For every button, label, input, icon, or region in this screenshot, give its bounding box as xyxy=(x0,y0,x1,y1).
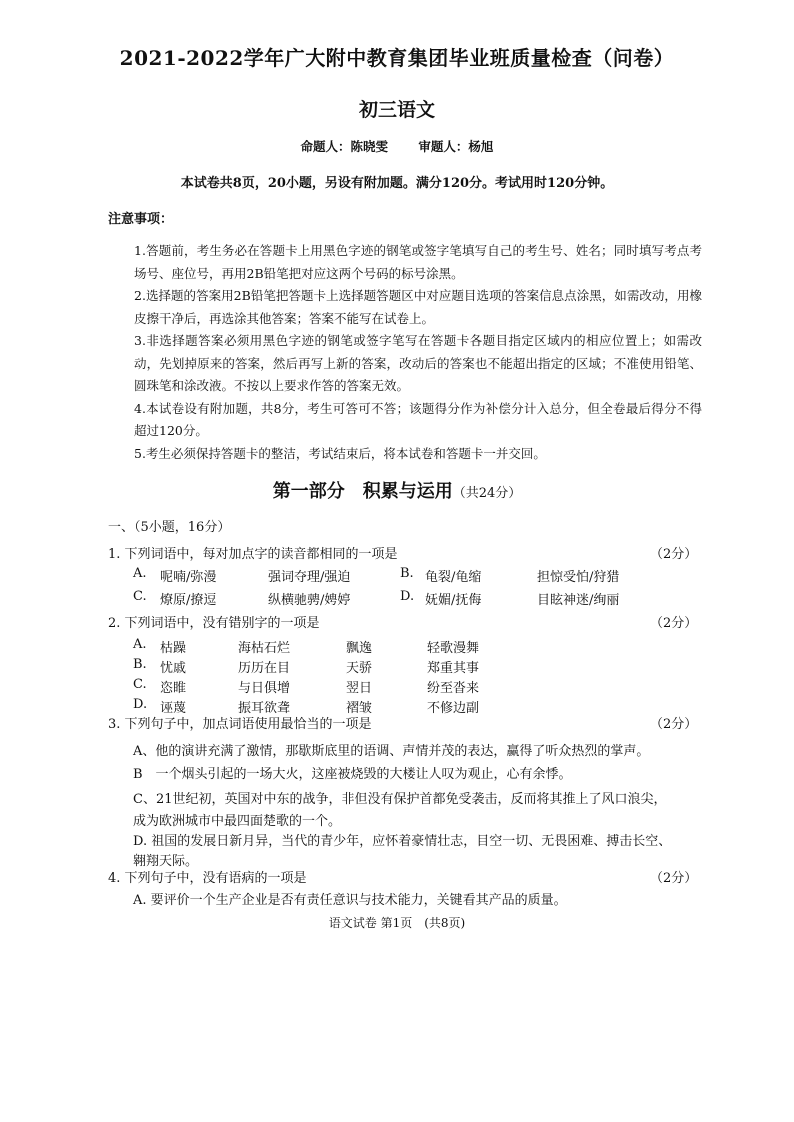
question-2-stem: 2. 下列词语中，没有错别字的一项是 xyxy=(108,616,320,631)
question-3-option-d: D. 祖国的发展日新月异，当代的青少年，应怀着豪情壮志，目空一切、无畏困难、搏击长空、 xyxy=(133,834,672,849)
question-3-stem: 3. 下列句子中，加点词语使用最恰当的一项是 xyxy=(108,717,372,732)
option-text: 轻歌漫舞 xyxy=(427,641,480,656)
subject-title: 初三语文 xyxy=(358,99,435,121)
question-3-option-a: A、他的演讲充满了激情，那歇斯底里的语调、声情并茂的表达，赢得了听众热烈的掌声。 xyxy=(133,744,650,759)
section-heading: 一、（5小题，16分） xyxy=(108,520,231,535)
option-text: 天骄 xyxy=(346,661,373,676)
question-3-option-c-cont: 成为欧洲城市中最四面楚歌的一个。 xyxy=(133,814,342,829)
option-text: 枯躁 xyxy=(160,641,187,656)
option-text: 强词夺理/强迫 xyxy=(268,570,351,585)
option-text: 龟裂/龟缩 xyxy=(425,570,482,585)
option-text: 历历在目 xyxy=(238,661,291,676)
option-text: 与日俱增 xyxy=(238,681,291,696)
option-text: 郑重其事 xyxy=(427,661,480,676)
question-3-option-d-cont: 翱翔天际。 xyxy=(133,854,199,869)
option-label: B. xyxy=(133,657,147,672)
option-text: 担惊受怕/狩猎 xyxy=(537,570,620,585)
notice-item: 2.选择题的答案用2B铅笔把答题卡上选择题答题区中对应题目选项的答案信息点涂黑，如需改动，用橡皮擦干净后，再选涂其他答案；答案不能写在试卷上。 xyxy=(134,288,702,326)
option-text: 恣睢 xyxy=(160,681,187,696)
part-points: （共24分） xyxy=(452,486,522,501)
option-text: 褶皱 xyxy=(346,701,373,716)
question-1-stem: 1. 下列词语中，每对加点字的读音都相同的一项是 xyxy=(108,547,398,562)
notice-item: 4.本试卷设有附加题，共8分，考生可答可不答；该题得分作为补偿分计入总分，但全卷最后得分不得超过120分。 xyxy=(134,400,702,438)
question-3-option-c: C、21世纪初，英国对中东的战争，非但没有保护首都免受袭击，反而将其推上了风口浪尖， xyxy=(133,792,667,807)
option-text: 海枯石烂 xyxy=(238,641,291,656)
option-label: D. xyxy=(400,589,415,604)
notice-list xyxy=(134,240,702,465)
exam-title: 2021-2022学年广大附中教育集团毕业班质量检查（问卷） xyxy=(119,46,675,70)
reviewer: 审题人：杨旭 xyxy=(418,139,494,154)
option-label: C. xyxy=(133,677,147,692)
option-label: C. xyxy=(133,589,147,604)
page-footer: 语文试卷 第1页 (共8页) xyxy=(328,916,466,930)
option-text: 忧戚 xyxy=(160,661,187,676)
notice-item: 1.答题前，考生务必在答题卡上用黑色字迹的钢笔或签字笔填写自己的考生号、姓名；同时填写考点考场号、座位号，再用2B铅笔把对应这两个号码的标号涂黑。 xyxy=(134,243,702,281)
notice-title: 注意事项： xyxy=(108,212,174,227)
question-4-stem: 4. 下列句子中，没有语病的一项是 xyxy=(108,871,307,886)
option-text: 妩媚/抚侮 xyxy=(425,593,482,608)
part-title xyxy=(0,477,794,503)
option-label: D. xyxy=(133,697,148,712)
question-1-score: （2分） xyxy=(650,547,698,562)
notice-item: 3.非选择题答案必须用黑色字迹的钢笔或签字笔写在答题卡各题目指定区域内的相应位置上；如需改动，先划掉原来的答案，然后再写上新的答案，改动后的答案也不能超出指定的区域；不准使用铅笔、圆珠笔和涂改液。不按以上要求作答的答案无效。 xyxy=(134,333,702,393)
option-text: 呢喃/弥漫 xyxy=(160,570,217,585)
question-4-score: （2分） xyxy=(650,871,698,886)
option-text: 诬蔑 xyxy=(160,701,187,716)
question-2-score: （2分） xyxy=(650,616,698,631)
option-text: 纷至沓来 xyxy=(427,681,480,696)
option-text: 纵横驰骋/娉婷 xyxy=(268,593,351,608)
option-text: 振耳欲聋 xyxy=(238,701,291,716)
question-4-option-a: A. 要评价一个生产企业是否有责任意识与技术能力，关键看其产品的质量。 xyxy=(133,893,567,908)
question-3-option-b: B 一个烟头引起的一场大火，这座被烧毁的大楼让人叹为观止，心有余悸。 xyxy=(133,767,572,782)
option-text: 翌日 xyxy=(346,681,373,696)
question-3-score: （2分） xyxy=(650,717,698,732)
option-label: B. xyxy=(400,566,414,581)
option-text: 飘逸 xyxy=(346,641,373,656)
option-label: A. xyxy=(133,637,147,652)
part-title-text: 第一部分 积累与运用 xyxy=(272,481,453,502)
notice-item: 5.考生必须保持答题卡的整洁，考试结束后，将本试卷和答题卡一并交回。 xyxy=(134,445,546,461)
author: 命题人：陈晓雯 xyxy=(300,139,389,154)
option-text: 燎原/撩逗 xyxy=(160,593,217,608)
exam-info: 本试卷共8页，20小题，另设有附加题。满分120分。考试用时120分钟。 xyxy=(180,176,614,191)
option-text: 不修边副 xyxy=(427,701,480,716)
option-text: 目眩神迷/绚丽 xyxy=(537,593,620,608)
option-label: A. xyxy=(133,566,147,581)
author-line xyxy=(0,137,794,155)
